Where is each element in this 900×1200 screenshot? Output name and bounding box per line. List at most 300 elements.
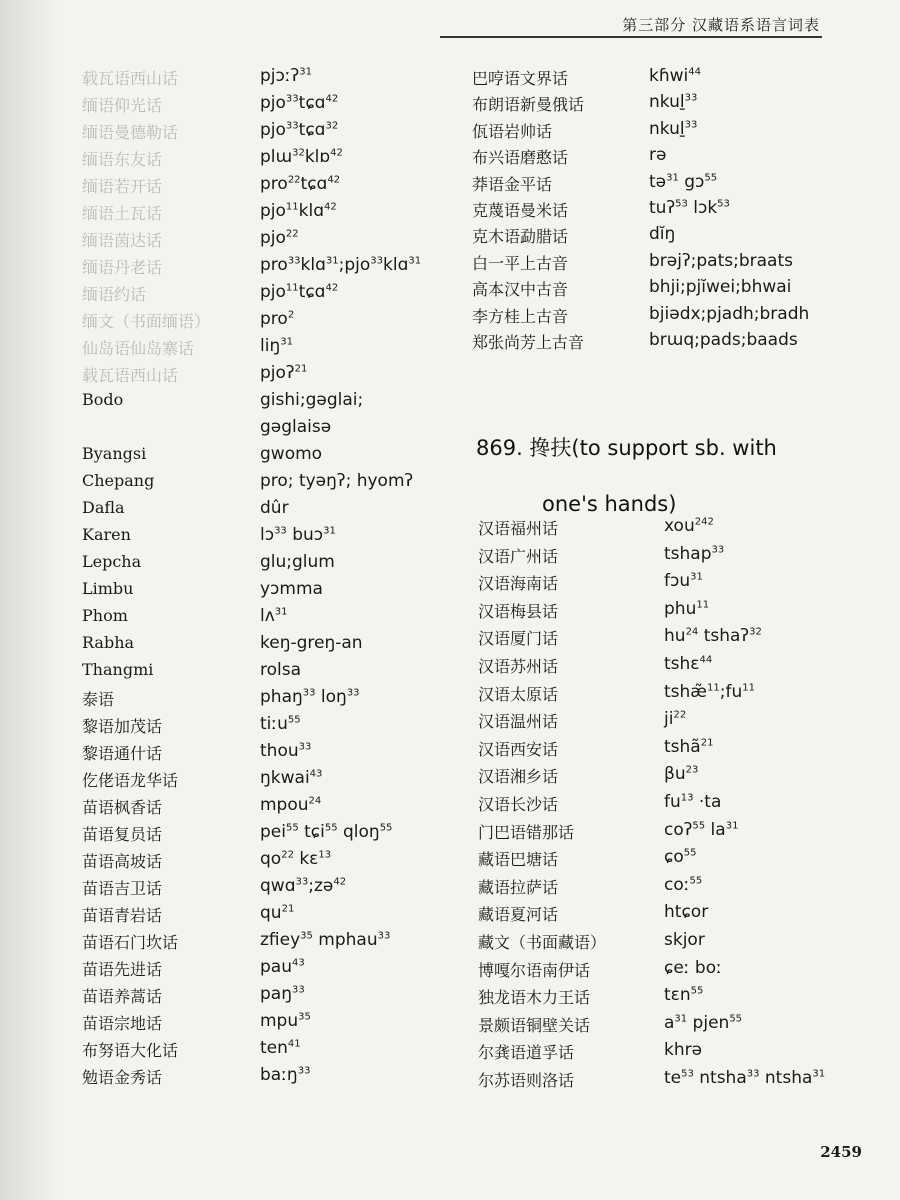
word-form	[260, 228, 299, 248]
form-segment: zfiey	[260, 930, 301, 950]
tone-number: 33	[287, 255, 301, 267]
word-form	[260, 336, 293, 356]
language-name: 高本汉中古音	[472, 280, 569, 300]
form-segment: ;zə	[308, 876, 334, 896]
form-segment: ɕo	[664, 847, 684, 868]
tone-number: 23	[685, 764, 699, 776]
form-segment: nkuḻ	[649, 118, 685, 139]
form-segment: tuʔ	[649, 197, 676, 218]
entry-heading-line-2: one's hands)	[542, 492, 677, 516]
tone-number: 33	[285, 120, 299, 132]
language-name: 缅语丹老话	[82, 258, 163, 277]
form-segment: pjo	[260, 93, 286, 113]
word-form	[260, 741, 311, 761]
word-form	[664, 709, 686, 729]
language-name: 苗语青岩话	[82, 906, 163, 925]
form-segment: thou	[260, 741, 299, 761]
tone-number: 32	[292, 147, 305, 159]
word-form	[649, 330, 798, 350]
word-form	[260, 579, 323, 599]
word-form	[260, 93, 338, 113]
form-segment: la	[705, 819, 726, 840]
form-segment: pjo	[260, 201, 286, 221]
form-segment: ten	[260, 1038, 288, 1058]
language-name: 汉语福州话	[478, 519, 559, 538]
tone-number: 33	[746, 1068, 760, 1080]
word-form	[260, 417, 331, 437]
form-segment: phu	[664, 598, 697, 619]
form-segment: dûr	[260, 498, 289, 518]
tone-number: 55	[287, 714, 301, 726]
tone-number: 32	[749, 626, 762, 638]
tone-number: 13	[318, 849, 332, 861]
language-name: 苗语吉卫话	[82, 879, 163, 898]
word-form	[260, 498, 289, 518]
tone-number: 31	[674, 1013, 688, 1025]
word-form	[649, 92, 697, 112]
tone-number: 22	[673, 709, 687, 721]
tone-number: 31	[408, 255, 422, 267]
tone-number: 31	[274, 606, 288, 618]
language-name: 尔龚语道孚话	[478, 1043, 575, 1063]
form-segment: pjen	[687, 1012, 730, 1033]
word-form	[260, 903, 294, 923]
word-form	[664, 847, 696, 867]
word-form	[260, 120, 338, 140]
word-form	[260, 525, 336, 545]
tone-number: 33	[684, 92, 698, 104]
form-segment: lɔk	[687, 197, 718, 218]
tone-number: 43	[291, 957, 305, 969]
form-segment: pro	[260, 255, 288, 275]
word-form	[260, 984, 305, 1004]
language-name: 汉语厦门话	[478, 629, 559, 649]
word-form	[260, 1038, 301, 1058]
language-name: 景颇语铜壁关话	[478, 1015, 591, 1035]
tone-number: 31	[725, 819, 739, 831]
form-segment: hu	[664, 626, 686, 647]
tone-number: 31	[325, 255, 339, 267]
language-name: 门巴语错那话	[478, 822, 575, 842]
form-segment: bjiədx;pjadh;bradh	[649, 303, 810, 324]
form-segment: lʌ	[260, 606, 275, 626]
language-name: 汉语梅县话	[478, 601, 559, 621]
word-form	[649, 277, 791, 297]
tone-number: 33	[302, 687, 316, 699]
language-name: Phom	[82, 606, 128, 625]
language-name: 汉语西安话	[478, 739, 559, 759]
word-form	[664, 820, 738, 840]
form-segment: pjo	[260, 228, 286, 248]
language-name: 泰语	[82, 690, 115, 709]
language-name: 苗语先进话	[82, 960, 163, 979]
tone-number: 55	[729, 1013, 743, 1025]
language-name: 佤语岩帅话	[472, 121, 553, 141]
tone-number: 42	[330, 147, 343, 159]
word-form	[260, 1011, 311, 1031]
language-name: Thangmi	[82, 660, 154, 679]
language-name: 载瓦语西山话	[82, 69, 179, 88]
language-name: 缅语土瓦话	[82, 204, 163, 223]
language-name: 黎语加茂话	[82, 717, 163, 736]
form-segment: pro; tyəŋʔ; hyomʔ	[260, 471, 414, 491]
language-name: 汉语湘乡话	[478, 767, 559, 787]
form-segment: tɕɑ	[298, 120, 326, 140]
word-form	[260, 930, 390, 950]
tone-number: 42	[324, 201, 337, 213]
form-segment: skjor	[664, 929, 705, 950]
form-segment: klɑ	[300, 255, 326, 275]
form-segment: qo	[260, 849, 282, 869]
form-segment: gɔ	[678, 171, 705, 192]
tone-number: 53	[717, 198, 730, 210]
form-segment: mpu	[260, 1011, 299, 1031]
form-segment: loŋ	[315, 687, 347, 707]
word-form	[260, 660, 301, 680]
language-name: 缅语茵达话	[82, 231, 163, 250]
form-segment: te	[664, 1067, 682, 1088]
tone-number: 55	[689, 875, 703, 887]
language-name: 缅语东友话	[82, 150, 163, 169]
word-form	[649, 198, 730, 218]
form-segment: qloŋ	[337, 822, 380, 842]
entry-heading-line-1: 869. 搀扶(to support sb. with	[476, 436, 777, 460]
language-name: 汉语广州话	[478, 546, 559, 566]
tone-number: 53	[681, 1068, 694, 1080]
tone-number: 31	[323, 525, 336, 537]
form-segment: khrə	[664, 1040, 703, 1061]
form-segment: gwomo	[260, 444, 323, 464]
form-segment: nkuḻ	[649, 92, 685, 113]
form-segment: plɯ	[260, 147, 293, 167]
tone-number: 11	[742, 681, 755, 693]
word-form	[260, 471, 413, 491]
form-segment: coː	[664, 874, 690, 895]
form-segment: ji	[664, 709, 674, 730]
language-name: Chepang	[82, 471, 155, 490]
language-name: Limbu	[82, 579, 134, 598]
language-name: 郑张尚芳上古音	[472, 332, 585, 352]
language-name: 仙岛语仙岛寨话	[82, 339, 195, 358]
word-form	[649, 224, 675, 244]
form-segment: tɕi	[298, 822, 325, 842]
tone-number: 44	[688, 66, 701, 78]
form-segment: ɕeː boː	[664, 957, 722, 978]
form-segment: qwɑ	[260, 876, 296, 896]
word-form	[664, 902, 708, 922]
form-segment: ntsha	[759, 1067, 813, 1088]
tone-number: 242	[694, 516, 714, 528]
word-form	[260, 822, 392, 842]
tone-number: 31	[299, 66, 312, 78]
language-name: 苗语石门坎话	[82, 933, 179, 952]
form-segment: gəglaisə	[260, 417, 332, 437]
tone-number: 13	[680, 792, 694, 804]
language-name: 布兴语磨憨话	[472, 148, 569, 168]
language-name: 勉语金秀话	[82, 1068, 163, 1087]
tone-number: 31	[690, 571, 703, 583]
tone-number: 33	[298, 741, 312, 753]
word-form	[260, 309, 294, 329]
language-name: 汉语苏州话	[478, 656, 559, 676]
language-name: 尔苏语则洛话	[478, 1070, 575, 1090]
word-form	[649, 66, 701, 86]
form-segment: pjo	[260, 120, 286, 140]
tone-number: 42	[325, 93, 339, 105]
form-segment: brɯq;pads;baads	[649, 329, 798, 350]
form-segment: pro	[260, 174, 288, 194]
language-name: 莽语金平话	[472, 174, 553, 194]
word-form	[260, 876, 346, 896]
tone-number: 55	[690, 985, 704, 997]
form-segment: ŋkwai	[260, 768, 310, 788]
word-form	[664, 599, 709, 619]
word-form	[649, 172, 717, 192]
language-name: 缅语约话	[82, 285, 147, 304]
tone-number: 33	[346, 687, 360, 699]
form-segment: fu	[664, 791, 681, 812]
form-segment: tshã	[664, 736, 701, 757]
tone-number: 21	[281, 903, 295, 915]
language-name: 独龙语木力王话	[478, 988, 591, 1008]
language-name: 苗语高坡话	[82, 852, 163, 871]
tone-number: 22	[281, 849, 294, 861]
form-segment: brəjʔ;pats;braats	[649, 250, 793, 271]
language-name: 汉语海南话	[478, 574, 559, 594]
word-form	[260, 174, 340, 194]
form-segment: pei	[260, 822, 286, 842]
form-segment: fɔu	[664, 571, 691, 592]
language-name: 克蔑语曼米话	[472, 200, 569, 220]
page-gutter-shadow	[0, 0, 60, 1200]
form-segment: tɛn	[664, 985, 691, 1006]
word-form	[664, 985, 703, 1005]
tone-number: 42	[333, 876, 347, 888]
form-segment: pau	[260, 957, 292, 977]
tone-number: 11	[285, 282, 299, 294]
form-segment: ;fu	[719, 681, 743, 702]
form-segment: pro	[260, 309, 288, 329]
tone-number: 33	[297, 1065, 311, 1077]
form-segment: buɔ	[286, 525, 324, 545]
form-segment: xou	[664, 516, 695, 536]
tone-number: 55	[692, 819, 706, 831]
word-form	[260, 552, 335, 572]
language-name: 苗语宗地话	[82, 1014, 163, 1033]
language-name: 汉语温州话	[478, 712, 559, 732]
language-name: 白一平上古音	[472, 253, 569, 273]
tone-number: 11	[696, 599, 710, 611]
word-form	[260, 390, 363, 410]
tone-number: 33	[684, 119, 698, 131]
word-form	[649, 119, 697, 139]
tone-number: 33	[370, 255, 384, 267]
tone-number: 55	[704, 171, 718, 183]
tone-number: 33	[285, 93, 299, 105]
form-segment: pjɔːʔ	[260, 66, 300, 86]
language-name: 藏语夏河话	[478, 905, 559, 925]
tone-number: 33	[377, 930, 391, 942]
form-segment: keŋ-greŋ-an	[260, 633, 363, 653]
form-segment: pjoʔ	[260, 363, 295, 383]
tone-number: 55	[683, 847, 697, 859]
form-segment: baːŋ	[260, 1065, 298, 1085]
word-form	[260, 957, 305, 977]
language-name: 苗语复员话	[82, 825, 163, 844]
form-segment: pjo	[260, 282, 286, 302]
form-segment: mpou	[260, 795, 309, 815]
form-segment: coʔ	[664, 819, 693, 840]
word-form	[664, 764, 698, 784]
language-name: 黎语通什话	[82, 744, 163, 763]
tone-number: 42	[325, 282, 339, 294]
word-form	[664, 958, 722, 978]
language-name: 缅文（书面缅语）	[82, 312, 211, 331]
language-name: 藏语巴塘话	[478, 850, 559, 870]
language-name: 汉语长沙话	[478, 794, 559, 814]
word-form	[664, 682, 755, 702]
form-segment: htɕor	[664, 902, 709, 923]
tone-number: 33	[711, 543, 725, 555]
form-segment: tshaʔ	[698, 626, 750, 647]
tone-number: 55	[324, 822, 338, 834]
language-name: 缅语若开话	[82, 177, 163, 196]
running-header: 第三部分 汉藏语系语言词表	[622, 16, 820, 34]
form-segment: tshap	[664, 543, 712, 564]
word-form	[260, 444, 322, 464]
word-form	[260, 66, 312, 86]
language-name: 汉语太原话	[478, 684, 559, 704]
tone-number: 21	[294, 363, 308, 375]
tone-number: 31	[812, 1068, 826, 1080]
form-segment: dĭŋ	[649, 224, 676, 245]
form-segment: rə	[649, 145, 667, 166]
language-name: Dafla	[82, 498, 125, 517]
form-segment: klɑ	[383, 255, 409, 275]
language-name: Bodo	[82, 390, 124, 409]
word-form	[260, 1065, 310, 1085]
language-name: 仡佬语龙华话	[82, 771, 179, 790]
language-name: 布朗语新曼俄话	[472, 95, 585, 115]
language-name: 缅语仰光话	[82, 96, 163, 115]
word-form	[664, 1068, 825, 1088]
tone-number: 31	[666, 171, 679, 183]
word-form	[664, 544, 724, 564]
language-name: 博嘎尔语南伊话	[478, 960, 591, 980]
word-form	[260, 282, 338, 302]
form-segment: tɕɑ	[300, 174, 328, 194]
form-segment: kɦwi	[649, 66, 689, 86]
word-form	[649, 251, 793, 271]
form-segment: yɔmma	[260, 579, 323, 599]
tone-number: 11	[285, 201, 299, 213]
language-name: 缅语曼德勒话	[82, 123, 179, 142]
tone-number: 44	[699, 654, 713, 666]
word-form	[260, 147, 343, 167]
page-number: 2459	[820, 1143, 862, 1161]
form-segment: klɑ	[298, 201, 325, 221]
form-segment: ntsha	[693, 1067, 747, 1088]
language-name: 布努语大化话	[82, 1041, 179, 1060]
form-segment: bhji;pjĭwei;bhwai	[649, 277, 792, 298]
form-segment: ·ta	[693, 791, 722, 812]
tone-number: 55	[285, 822, 299, 834]
word-form	[260, 795, 321, 815]
language-name: Lepcha	[82, 552, 142, 571]
form-segment: βu	[664, 764, 686, 785]
form-segment: liŋ	[260, 336, 281, 356]
tone-number: 42	[327, 174, 341, 186]
word-form	[260, 849, 331, 869]
form-segment: tɕɑ	[298, 93, 326, 113]
word-form	[664, 626, 762, 646]
tone-number: 22	[287, 174, 301, 186]
language-name: 巴哼语文界话	[472, 69, 569, 88]
language-name: 李方桂上古音	[472, 306, 569, 326]
tone-number: 33	[291, 984, 305, 996]
tone-number: 53	[675, 198, 688, 210]
tone-number: 35	[300, 930, 313, 942]
tone-number: 33	[295, 876, 309, 888]
word-form	[260, 201, 337, 221]
tone-number: 22	[285, 228, 299, 240]
form-segment: rolsa	[260, 660, 302, 680]
tone-number: 35	[298, 1011, 311, 1023]
language-name: 藏文（书面藏语）	[478, 932, 607, 952]
word-form	[260, 768, 322, 788]
form-segment: a	[664, 1012, 675, 1033]
language-name: Rabha	[82, 633, 135, 652]
tone-number: 24	[685, 626, 699, 638]
header-rule	[440, 36, 822, 38]
tone-number: 33	[274, 525, 287, 537]
form-segment: gishi;gəglai;	[260, 390, 364, 410]
form-segment: qu	[260, 903, 282, 923]
language-name: 克木语勐腊话	[472, 227, 569, 247]
word-form	[260, 714, 301, 734]
tone-number: 31	[280, 336, 293, 348]
form-segment: tshæ̃	[664, 681, 707, 702]
tone-number: 55	[379, 822, 393, 834]
form-segment: ;pjo	[338, 255, 371, 275]
word-form	[664, 571, 703, 591]
form-segment: paŋ	[260, 984, 292, 1004]
tone-number: 21	[700, 737, 714, 749]
form-segment: glu;glum	[260, 552, 335, 572]
word-form	[649, 304, 809, 324]
word-form	[649, 145, 666, 165]
form-segment: kɛ	[293, 849, 319, 869]
language-name: 载瓦语西山话	[82, 366, 179, 385]
word-form	[260, 687, 360, 707]
language-name: Karen	[82, 525, 131, 544]
form-segment: tiːu	[260, 714, 288, 734]
word-form	[664, 516, 714, 536]
language-name: 苗语枫香话	[82, 798, 163, 817]
word-form	[664, 1013, 742, 1033]
tone-number: 32	[325, 120, 339, 132]
form-segment: tə	[649, 171, 667, 192]
form-segment: tɕɑ	[298, 282, 326, 302]
tone-number: 24	[308, 795, 322, 807]
tone-number: 2	[287, 309, 295, 321]
word-form	[664, 875, 702, 895]
word-form	[664, 737, 713, 757]
form-segment: tshɛ	[664, 653, 700, 674]
word-form	[664, 930, 705, 950]
form-segment: phaŋ	[260, 687, 303, 707]
tone-number: 11	[707, 681, 720, 693]
